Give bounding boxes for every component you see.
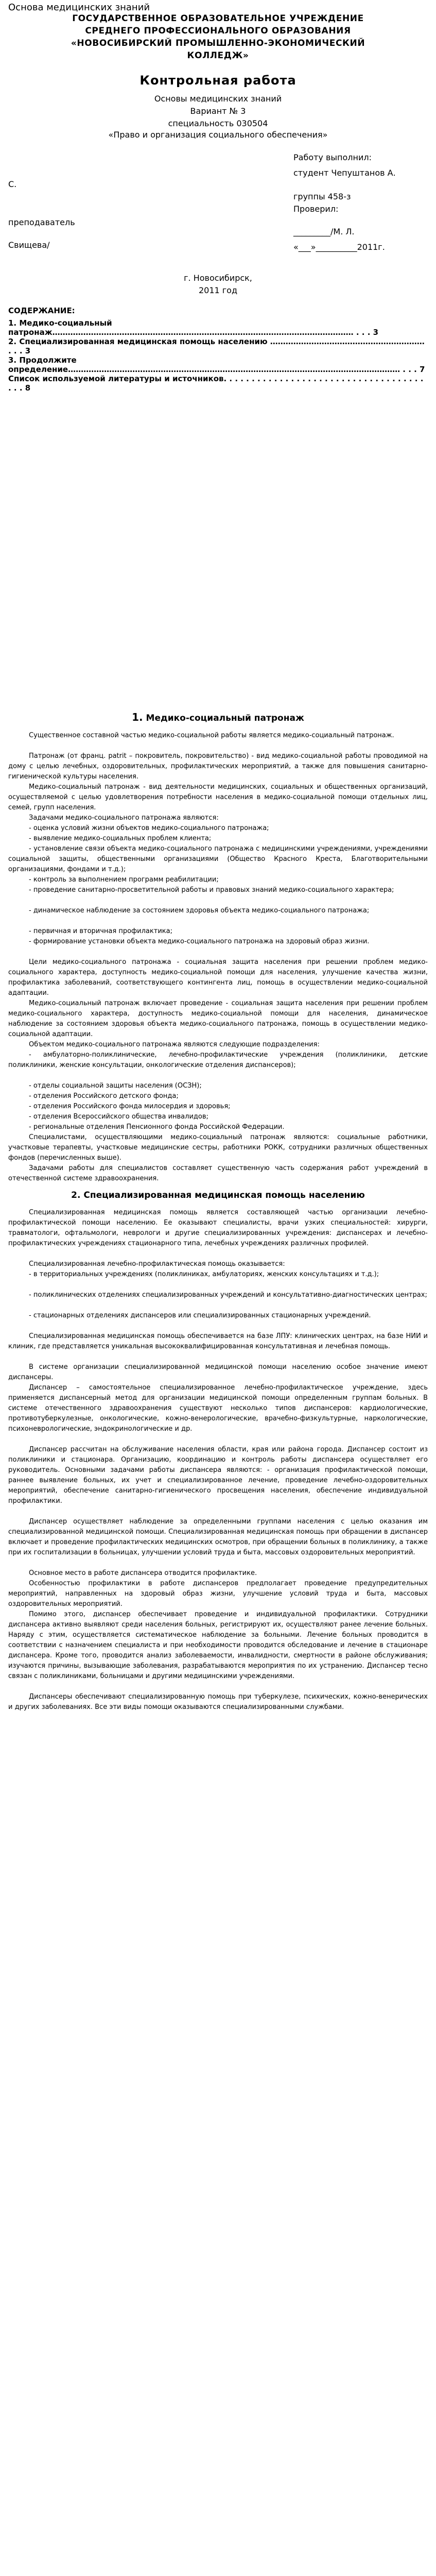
subject-name: Основы медицинских знаний [154, 94, 282, 104]
paragraph: - региональные отделения Пенсионного фонда Российской Федерации. [29, 1123, 285, 1131]
teacher-label: преподаватель [8, 217, 75, 227]
variant-number: Вариант № 3 [190, 106, 246, 116]
paragraph: Объектом медико-социального патронажа являются следующие подразделения: [29, 1041, 320, 1048]
paragraph: - отделы социальной защиты населения (ОСЗН); [29, 1082, 202, 1090]
paragraph: Задачами работы для специалистов составляет существенную часть содержания работ учреждений в отечественной системе здравоохранения. [8, 1164, 428, 1182]
paragraph: Диспансер – самостоятельное специализированное лечебно-профилактическое учреждение, здесь применяется диспансерный метод для организации медицинской помощи определенным группам больных. В системе отечественного здравоохранения существуют несколько типов диспансеров: кардиологические, противотуберкулезные, онкологические, кожно-венерологические, врачебно-физкультурные, наркологические, психоневрологические, эндокринологические и др. [8, 1384, 428, 1433]
signature-line: _________/М. Л. [293, 227, 355, 236]
work-title: Контрольная работа [139, 73, 297, 88]
paragraph: Помимо этого, диспансер обеспечивает проведение и индивидуальной профилактики. Сотрудники диспансера активно выявляют среди населения больных, регистрируют их, осуществляют ранее лечение больных. Наряду с этим, осуществляется систематическое наблюдение за больными. Лечение больных проводится в соответствии с назначением специалиста и при необходимости проводится обследование и лечение в стационаре диспансера. Кроме того, проводится анализ заболеваемости, инвалидности, смертности в районе обслуживания; изучаются причины, вызывающие заболевания, разрабатываются мероприятия по их устранению. Диспансер тесно связан с поликлиниками, больницами и другими медицинскими учреждениями. [8, 1611, 428, 1680]
paragraph: - отделения Всероссийского общества инвалидов; [29, 1113, 208, 1121]
student-initial: С. [8, 179, 17, 189]
paragraph: Специализированная лечебно-профилактическая помощь оказывается: [29, 1260, 285, 1268]
toc-item: Список используемой литературы и источников. . . . . . . . . . . . . . . . . . . . . . . . . . . . . . . . . . . . . . . 8 [8, 374, 424, 393]
paragraph: - оценка условий жизни объектов медико-социального патронажа; [29, 824, 269, 832]
section-number: 1. [132, 711, 143, 723]
contents-title: СОДЕРЖАНИЕ: [8, 306, 75, 315]
paragraph: Медико-социальный патронаж - вид деятельности медицинских, социальных и общественных организаций, осуществляемой с целью удовлетворения потребности населения в медико-социальной помощи отдельных лиц, семей, групп населения. [8, 783, 428, 811]
section-title: Медико-социальный патронаж [143, 713, 304, 723]
year: 2011 год [198, 285, 238, 295]
paragraph: - контроль за выполнением программ реабилитации; [29, 876, 219, 884]
paragraph: - формирование установки объекта медико-социального патронажа на здоровый образ жизни. [29, 938, 370, 945]
group-number: группы 458-з [293, 192, 351, 201]
paragraph: - амбулаторно-поликлинические, лечебно-профилактические учреждения (поликлиники, детские поликлиники, женские консультации, онкологические отделения диспансеров); [8, 1051, 428, 1069]
done-by-label: Работу выполнил: [293, 152, 372, 162]
paragraph: - поликлинических отделениях специализированных учреждений и консультативно-диагностических центрах; [29, 1291, 427, 1299]
paragraph: - установление связи объекта медико-социального патронажа с медицинскими учреждениями, учреждениями социальной защиты, общественными организациями (Общество Красного Креста, Благотворительными организациями, фондами и т.д.); [8, 845, 428, 873]
city-name: г. Новосибирск, [184, 273, 252, 283]
paragraph: - проведение санитарно-просветительной работы и правовых знаний медико-социального характера; [29, 886, 394, 894]
institution-line-1: ГОСУДАРСТВЕННОЕ ОБРАЗОВАТЕЛЬНОЕ УЧРЕЖДЕНИЕ [72, 13, 364, 24]
toc-item: 3. Продолжите определение………………………………………………………………………………………………………………… . . . 7 [8, 355, 425, 374]
specialty-code: специальность 030504 [168, 118, 268, 128]
paragraph: Цели медико-социального патронажа - социальная защита населения при решении проблем медико-социального характера, доступность медико-социальной помощи для населения, улучшение качества жизни, профилактика заболеваний, соответствующего контингента лиц, помощь в осуществлении медико-социальной адаптации. [8, 958, 428, 997]
paragraph: - в территориальных учреждениях (поликлиниках, амбулаториях, женских консультациях и т.д.); [29, 1270, 379, 1278]
student-name: студент Чепуштанов А. [293, 168, 396, 178]
institution-line-4: КОЛЛЕДЖ» [187, 50, 249, 61]
section-number: 2. [71, 1190, 81, 1200]
paragraph: - отделения Российского детского фонда; [29, 1092, 179, 1100]
paragraph: Основное место в работе диспансера отводится профилактике. [29, 1569, 257, 1577]
specialty-name: «Право и организация социального обеспечения» [108, 130, 328, 140]
paragraph: Диспансер рассчитан на обслуживание населения области, края или района города. Диспансер состоит из поликлиники и стационара. Организацию, координацию и контроль работы диспансера осуществляет его руководитель. Основными задачами работы диспансера являются: - организация профилактической помощи, раннее выявление больных, их учет и специализированное лечение, проведение лечебно-оздоровительных мероприятий, обеспечение санитарно-гигиенического просвещения населения, обеспечение индивидуальной профилактики. [8, 1446, 428, 1505]
paragraph: - первичная и вторичная профилактика; [29, 927, 172, 935]
date-line: «___»__________2011г. [293, 242, 385, 252]
paragraph: Медико-социальный патронаж включает проведение - социальная защита населения при решении проблем медико-социального характера, доступность медико-социальной помощи для населения, динамическое наблюдение за состоянием здоровья объекта медико-социального патронажа, помощь в осуществлении медико-социальной адаптации. [8, 999, 428, 1038]
paragraph: Диспансеры обеспечивают специализированную помощь при туберкулезе, психических, кожно-венерических и других заболеваниях. Все эти виды помощи оказываются специализированными службами. [8, 1693, 428, 1711]
institution-line-3: «НОВОСИБИРСКИЙ ПРОМЫШЛЕННО-ЭКОНОМИЧЕСКИЙ [71, 38, 365, 48]
institution-line-2: СРЕДНЕГО ПРОФЕССИОНАЛЬНОГО ОБРАЗОВАНИЯ [85, 26, 351, 36]
section-2-heading [0, 1190, 436, 1200]
paragraph: В системе организации специализированной медицинской помощи населению особое значение имеют диспансеры. [8, 1363, 428, 1381]
teacher-name: Свищева/ [8, 240, 50, 250]
toc-item: 1. Медико-социальный патронаж……………………………………………………………………………………………………… . . . 3 [8, 318, 379, 337]
paragraph: - стационарных отделениях диспансеров или специализированных стационарных учреждений. [29, 1312, 371, 1319]
document-header-text: Основа медицинских знаний [8, 2, 150, 13]
paragraph: - динамическое наблюдение за состоянием здоровья объекта медико-социального патронажа; [29, 907, 370, 914]
paragraph: Специалистами, осуществляющими медико-социальный патронаж являются: социальные работники, участковые терапевты, участковые медицинские сестры, работники РОКК, сотрудники различных общественных фондов (перечисленных выше). [8, 1133, 428, 1162]
paragraph: Задачами медико-социального патронажа являются: [29, 814, 219, 822]
paragraph: Диспансер осуществляет наблюдение за определенными группами населения с целью оказания им специализированной медицинской помощи. Специализированная медицинская помощь при обращении в диспансер включает и проведение профилактических медицинских осмотров, при обращении больных в поликлинику, а также при их госпитализации в больницах, улучшении условий труда и быта, массовых оздоровительных мероприятий. [8, 1518, 428, 1556]
paragraph: Патронаж (от франц. patrit – покровитель, покровительство) - вид медико-социальной работы проводимой на дому с целью лечебных, оздоровительных, профилактических мероприятий, а также для повышения санитарно-гигиенической культуры населения. [8, 752, 428, 781]
paragraph: - выявление медико-социальных проблем клиента; [29, 835, 212, 842]
paragraph: Специализированная медицинская помощь является составляющей частью организации лечебно-профилактической помощи населению. Ее оказывают специалисты, врачи узких специальностей: хирурги, травматологи, офтальмологи, неврологи и другие специализированных учреждения: диспансерах и лечебно-профилактических учреждениях стационарного типа, лечебных учреждениях различных профилей. [8, 1209, 428, 1247]
toc-item: 2. Специализированная медицинская помощь населению …………………………………………………… . . . 3 [8, 337, 425, 355]
section-1-heading [0, 711, 436, 723]
section-title: Специализированная медицинская помощь населению [80, 1190, 365, 1200]
paragraph: Особенностью профилактики в работе диспансеров предполагает проведение предупредительных мероприятий, направленных на здоровый образ жизни, улучшение условий труда и быта, массовых оздоровительных мероприятий. [8, 1580, 428, 1608]
paragraph: - отделения Российского фонда милосердия и здоровья; [29, 1103, 231, 1110]
paragraph: Существенное составной частью медико-социальной работы является медико-социальный патронаж. [29, 732, 394, 739]
checked-by-label: Проверил: [293, 204, 339, 214]
paragraph: Специализированная медицинская помощь обеспечивается на базе ЛПУ: клинических центрах, на базе НИИ и клиник, где представляется уникальная высококвалифицированная консультативная и лечебная помощь. [8, 1332, 428, 1350]
